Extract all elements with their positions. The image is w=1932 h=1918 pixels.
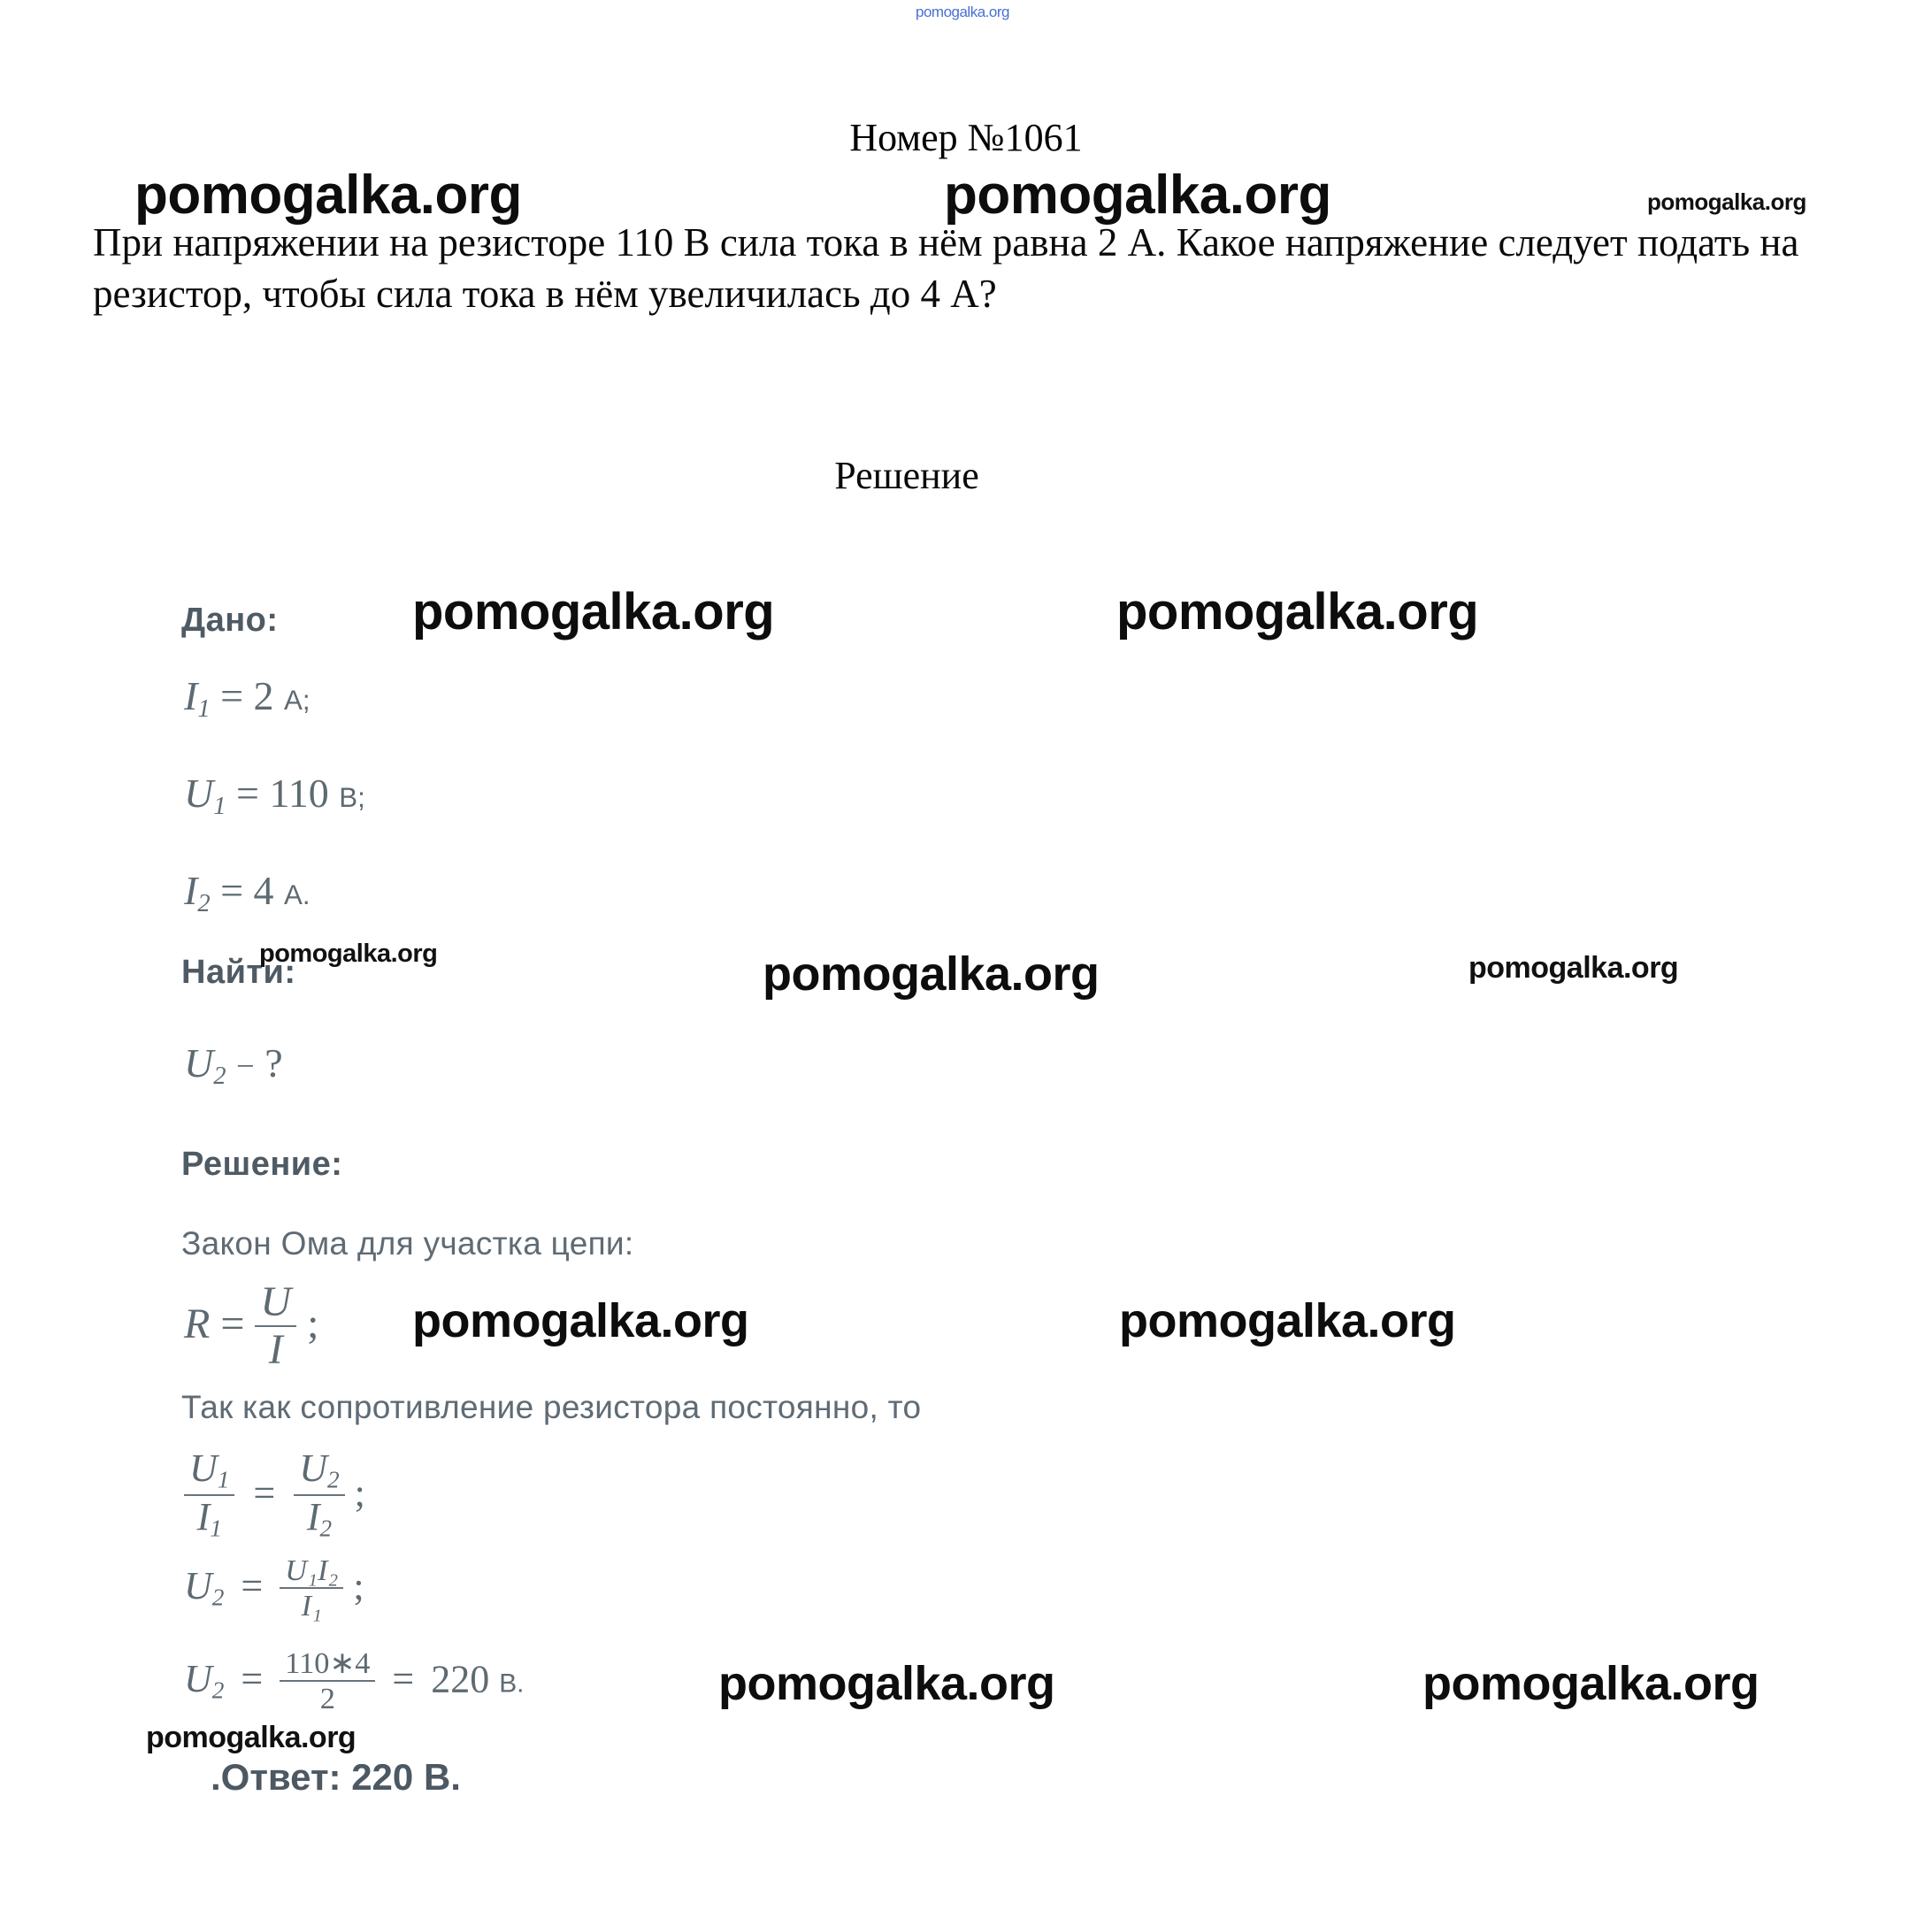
formula-result: $U_2$ = $\frac{110∗4}{2}$ = 220 В. — [184, 1646, 525, 1716]
solution-heading: Решение — [834, 454, 979, 497]
watermark: pomogalka.org — [944, 165, 1331, 226]
watermark: pomogalka.org — [718, 1657, 1055, 1710]
watermark: pomogalka.org — [916, 4, 1009, 20]
watermark: pomogalka.org — [1647, 188, 1806, 215]
watermark: pomogalka.org — [134, 165, 522, 226]
watermark: pomogalka.org — [146, 1721, 356, 1754]
given-item-1: $I_1 = 2$ А; — [184, 673, 310, 723]
page-title: Номер №1061 — [849, 116, 1083, 159]
watermark: pomogalka.org — [412, 583, 775, 641]
given-item-3: $I_2 = 4$ А. — [184, 868, 310, 917]
ohm-law-sentence: Закон Ома для участка цепи: — [181, 1225, 634, 1262]
watermark: pomogalka.org — [259, 940, 438, 968]
answer-line: .Ответ: 220 В. — [211, 1756, 461, 1798]
watermark: pomogalka.org — [1468, 951, 1679, 985]
find-expression: $U_2$ − ? — [184, 1040, 283, 1090]
find-label: Найти: — [181, 954, 296, 991]
constant-resistance-sentence: Так как сопротивление резистора постоянно, то — [181, 1389, 922, 1425]
watermark: pomogalka.org — [763, 947, 1100, 1001]
watermark: pomogalka.org — [412, 1294, 749, 1347]
given-label: Дано: — [181, 602, 279, 639]
watermark: pomogalka.org — [1116, 583, 1479, 641]
formula-ratio: $\frac{U_1}{I_1}$ = $\frac{U_2}{I_2}$ ; — [184, 1451, 365, 1543]
given-item-2: $U_1 = 110$ В; — [184, 771, 365, 820]
problem-statement: При напряжении на резисторе 110 В сила тока в нём равна 2 А. Какое напряжение следует подать на резистор, чтобы сила тока в нём увеличилась до 4 А? — [93, 220, 1799, 316]
watermark: pomogalka.org — [1422, 1657, 1760, 1710]
formula-resistance: R = $\frac{U}{I}$ ; — [184, 1278, 319, 1373]
formula-u2: $U_2$ = $\frac{\text{U₁I₂}}{\text{I₁}}$ ; — [184, 1554, 364, 1623]
solution-label: Решение: — [181, 1146, 343, 1183]
watermark: pomogalka.org — [1119, 1294, 1456, 1347]
